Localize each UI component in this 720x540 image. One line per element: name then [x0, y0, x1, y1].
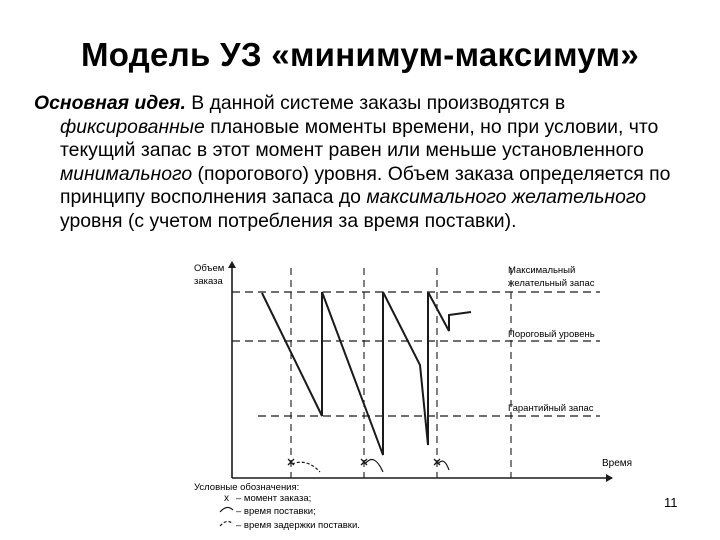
emphasis-max-desired: максимального желательного: [366, 186, 646, 209]
text-span: (порогового) уровня. Объем заказа определяется по принципу восполнения запаса до: [60, 162, 671, 209]
text-span: В данной системе заказы производятся в: [185, 92, 566, 114]
max-level-label: Максимальный: [508, 265, 576, 276]
delivery-time-arcs: [292, 460, 449, 473]
legend-delivery-label: – время поставки;: [236, 506, 316, 517]
page-number: 11: [664, 495, 678, 510]
threshold-label: Пороговый уровень: [508, 329, 595, 340]
slide-title: Модель УЗ «минимум-максимум»: [81, 36, 639, 73]
legend-order-label: – момент заказа;: [236, 493, 312, 504]
safety-label: Гарантийный запас: [508, 403, 594, 414]
inventory-level-line: [262, 292, 471, 455]
lead-phrase: Основная идея.: [34, 92, 186, 114]
x-axis-label: Время: [602, 458, 633, 469]
text-span: уровня (с учетом потребления за время поставки).: [60, 209, 517, 232]
legend-delay-icon: [220, 521, 233, 526]
legend-delivery-icon: [220, 507, 233, 512]
y-axis-label: Объем: [194, 263, 225, 274]
legend-title: Условные обозначения:: [194, 482, 300, 493]
legend-delay-label: – время задержки поставки.: [236, 520, 360, 531]
emphasis-minimal: минимального: [60, 162, 193, 185]
legend-order-symbol: x: [224, 493, 229, 504]
text-span: плановые моменты времени, но при условии, что текущий запас в этот момент равен или меньше установленного: [60, 115, 659, 162]
emphasis-fixed: фиксированные: [60, 115, 205, 138]
y-axis-label-2: заказа: [194, 276, 223, 287]
max-level-label-2: желательный запас: [508, 278, 595, 289]
